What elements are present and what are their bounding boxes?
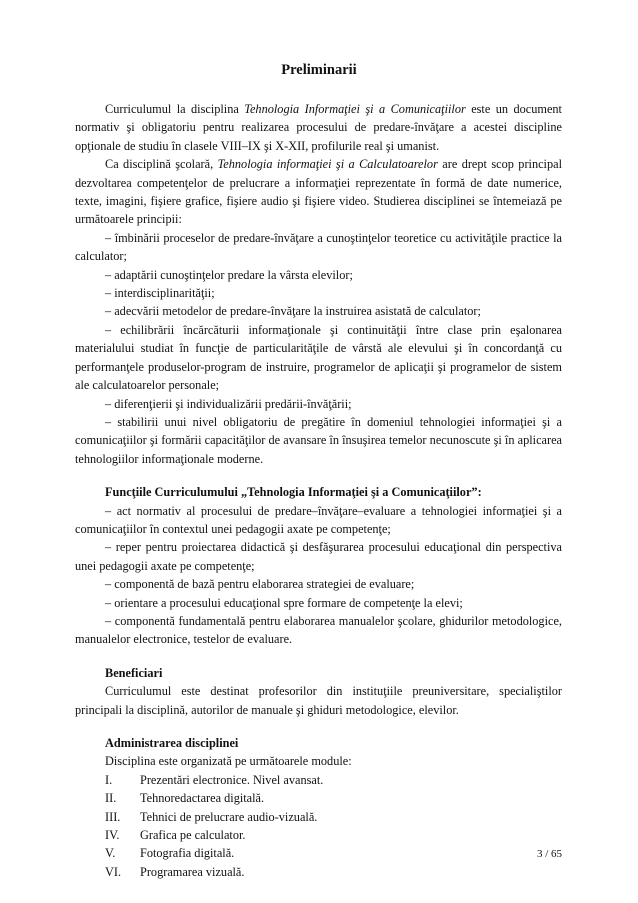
page-title: Preliminarii [281,62,357,78]
module-label: Tehnoredactarea digitală. [140,791,265,806]
module-number: V. [105,846,116,861]
administration-intro: Disciplina este organizată pe următoarele module: [105,754,352,769]
purpose-text-end: are drept scop principal dezvoltarea competenţelor de prelucrare a informaţiei reprezentate în formă de date numerice, texte, imagini, fişiere grafice, fişiere audio şi fişiere video. Studierea disciplinei se întemeiază pe următoarele principii: [75,157,563,227]
function-item: – orientare a procesului educaţional spre formare de competenţe la elevi; [105,595,463,610]
beneficiaries-paragraph: Curriculumul este destinat profesorilor din instituţiile preuniversitare, specialiştilor principali la disciplină, autorilor de manuale şi ghiduri metodologice, elevilor. [75,684,562,717]
principle-item: – interdisciplinarităţii; [105,286,215,301]
spacer [75,468,562,483]
principle-item: – diferenţierii şi individualizării predării-învăţării; [105,396,352,411]
module-label: Grafica pe calculator. [140,828,246,843]
document-body [75,100,562,881]
intro-paragraph [75,100,562,155]
module-number: I. [105,772,113,787]
module-item [75,826,562,844]
intro-discipline-name: Tehnologia Informaţiei şi a Comunicaţiilor [244,102,466,116]
module-item [75,808,562,826]
principle-item: – echilibrării încărcăturii informaţionale şi continuităţii între clase prin eşalonarea materialului studiat în funcţie de particularităţile de vârstă ale elevului şi în concordanţă cu performanţele produselor-program de instruire, programelor de aplicaţii şi programelor de sistem ale calculatoarelor personale; [75,322,562,393]
purpose-text-start: Ca disciplină şcolară, [105,157,218,172]
module-number: II. [105,791,117,806]
purpose-paragraph [75,155,562,229]
module-label: Fotografia digitală. [140,846,235,861]
principle-item: – îmbinării proceselor de predare-învăţare a cunoştinţelor teoretice cu activităţile practice la calculator; [75,230,562,264]
module-number: VI. [105,864,122,879]
spacer [75,649,562,664]
function-item: – componentă de bază pentru elaborarea strategiei de evaluare; [105,577,415,592]
function-item: – act normativ al procesului de predare–învăţare–evaluare a tehnologiei informaţiei şi a comunicaţiilor în contextul unei pedagogii axate pe competenţe; [75,503,562,536]
function-item: – reper pentru proiectarea didactică şi desfăşurarea procesului educaţional din perspectiva unei pedagogii axate pe competenţe; [75,540,562,573]
principle-item: – adaptării cunoştinţelor predare la vârsta elevilor; [105,267,353,282]
module-label: Tehnici de prelucrare audio-vizuală. [140,809,318,824]
module-label: Prezentări electronice. Nivel avansat. [140,772,324,787]
intro-text-end: este un document normativ şi obligatoriu pentru realizarea procesului de predare-învăţare a acestei discipline opţionale de studiu în clasele VIII–IX şi X-XII, profilurile real şi umanist. [75,102,562,153]
module-item [75,863,562,881]
spacer [75,719,562,734]
module-label: Programarea vizuală. [140,864,245,879]
principle-item: – stabilirii unui nivel obligatoriu de pregătire în domeniul tehnologiei informaţiei şi a comunicaţiilor şi formării capacităţilor de avansare în însuşirea temelor necunoscute şi în aplicarea tehnologiilor informaţionale moderne. [75,414,562,466]
module-item [75,844,562,862]
function-item: – componentă fundamentală pentru elaborarea manualelor şcolare, ghidurilor metodologice, manualelor electronice, testelor de evaluare. [75,613,562,647]
beneficiaries-heading: Beneficiari [105,665,163,680]
principle-item: – adecvării metodelor de predare-învăţare la instruirea asistată de calculator; [105,304,481,319]
intro-text-start: Curriculumul la disciplina [105,102,245,116]
administration-heading: Administrarea disciplinei [105,736,239,750]
functions-heading: Funcţiile Curriculumului „Tehnologia Informaţiei şi a Comunicaţiilor”: [105,485,482,500]
module-number: IV. [105,828,120,843]
module-item [75,789,562,807]
module-item [75,771,562,789]
page-number: 3 / 65 [536,848,562,860]
purpose-discipline-name: Tehnologia informaţiei şi a Calculatoarelor [217,157,438,172]
module-number: III. [105,809,121,824]
